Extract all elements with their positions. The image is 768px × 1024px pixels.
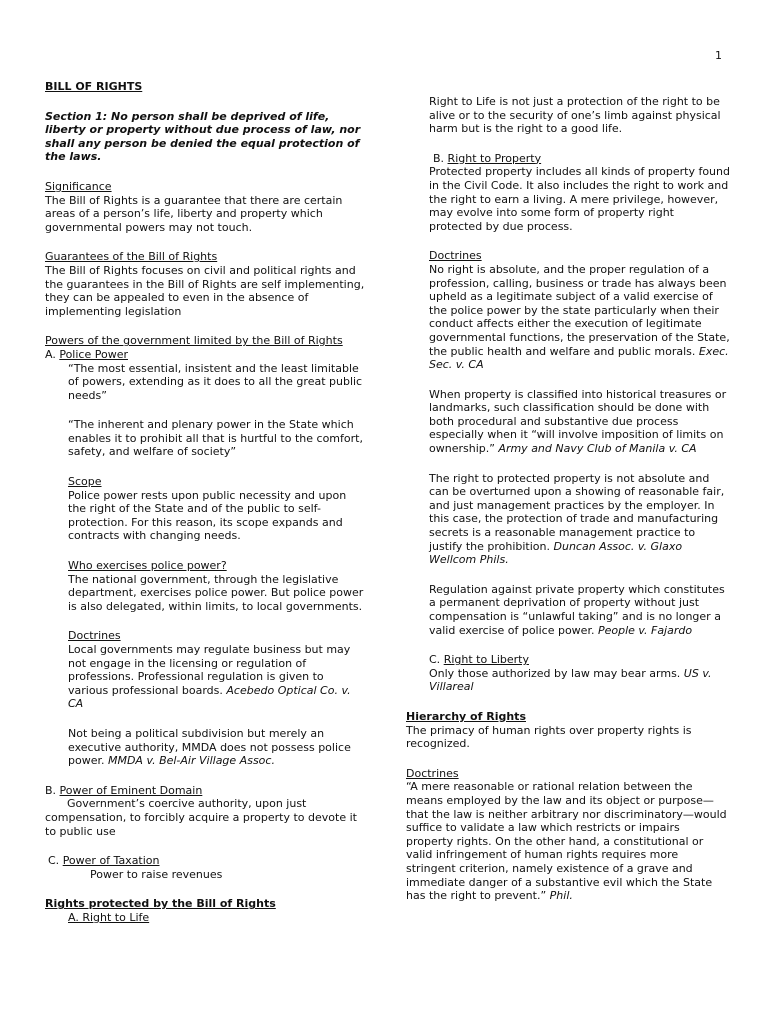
police-power-prefix: A. <box>45 347 60 361</box>
right-to-property-prefix: B. <box>433 151 448 165</box>
right-to-liberty-label: Right to Liberty <box>443 653 529 667</box>
right-to-life-heading: A. Right to Life <box>68 910 150 924</box>
taxation-prefix: C. <box>48 854 63 868</box>
property-doctrine-1-text: No right is absolute, and the proper regulation of a profession, calling, business or trade has always been upheld as a legitimate subject of a valid exercise of the police power by the state particularly when their conduct affects either the execution of legitimate governmental functions, the preservation of the State, the public health and welfare and public morals. <box>429 262 730 358</box>
doctrines-heading: Doctrines <box>68 629 121 643</box>
page-number: 1 <box>715 49 722 62</box>
powers-heading: Powers of the government limited by the Bill of Rights <box>45 334 343 348</box>
police-power-quote-2: “The inherent and plenary power in the State which enables it to prohibit all that is hurtful to the comfort, safety, and welfare of society” <box>68 418 363 459</box>
police-power-heading <box>45 348 365 362</box>
hierarchy-doctrine <box>406 780 730 902</box>
property-doctrine-1 <box>429 263 730 372</box>
right-to-property-heading <box>433 152 730 166</box>
scope-text: Police power rests upon public necessity and upon the right of the State and of the public to self-protection. For this reason, its scope expands and contracts with changing needs. <box>68 488 347 543</box>
right-to-liberty-heading <box>429 653 730 667</box>
right-to-liberty-body: Only those authorized by law may bear arms. <box>429 666 684 680</box>
significance-heading: Significance <box>45 179 112 193</box>
hierarchy-doctrine-text: “A mere reasonable or rational relation between the means employed by the law and its object or purpose—that the law is neither arbitrary nor discriminatory—would suffice to validate a law which restricts or impairs property rights. On the other hand, a constitutional or valid infringement of human rights requires more stringent criterion, namely existence of a grave and immediate danger of a substantive evil which the State has the right to prevent.” <box>406 780 727 903</box>
doctrine-1-case: Acebedo Optical Co. v. CA <box>68 683 351 711</box>
taxation-text: Power to raise revenues <box>90 867 223 881</box>
guarantees-heading: Guarantees of the Bill of Rights <box>45 250 218 264</box>
property-doctrine-4-text: Regulation against private property which constitutes a permanent deprivation of property without just compensation is “unlawful taking” and is no longer a valid exercise of police power. <box>429 582 725 637</box>
property-doctrine-4-case: People v. Fajardo <box>597 623 693 637</box>
property-doctrine-3-text: The right to protected property is not absolute and can be overturned upon a showing of reasonable fair, and just management practices by the employer. In this case, the protection of trade and manufacturing secrets is a reasonable management practice to justify the prohibition. <box>429 471 725 553</box>
who-exercises-heading: Who exercises police power? <box>68 559 227 573</box>
document-title: BILL OF RIGHTS <box>45 80 143 93</box>
hierarchy-text: The primacy of human rights over property rights is recognized. <box>406 723 692 751</box>
right-to-liberty-prefix: C. <box>429 653 444 667</box>
hierarchy-heading: Hierarchy of Rights <box>406 709 526 723</box>
eminent-domain-label: Power of Eminent Domain <box>59 783 203 797</box>
right-to-liberty-case: US v. Villareal <box>429 666 712 694</box>
right-to-liberty-text <box>429 667 730 694</box>
property-doctrine-1-case: Exec. Sec. v. CA <box>429 344 729 372</box>
eminent-domain-heading <box>45 784 365 798</box>
doctrine-2-text: Not being a political subdivision but merely an executive authority, MMDA does not possess police power. <box>68 726 351 768</box>
section-1-text: Section 1: No person shall be deprived of life, liberty or property without due process of law, nor shall any person be denied the equal protection of the laws. <box>45 109 361 164</box>
doctrine-2-case: MMDA v. Bel-Air Village Assoc. <box>107 754 275 768</box>
doctrine-1 <box>68 643 365 711</box>
eminent-domain-text: Government’s coercive authority, upon just compensation, to forcibly acquire a property to devote it to public use <box>45 797 357 838</box>
rights-protected-heading: Rights protected by the Bill of Rights <box>45 897 276 911</box>
hierarchy-doctrine-case: Phil. <box>549 889 573 903</box>
right-to-life-text: Right to Life is not just a protection of the right to be alive or to the security of one’s limb against physical harm but is the right to a good life. <box>429 95 721 136</box>
hierarchy-doctrines-heading: Doctrines <box>406 766 459 780</box>
right-column <box>406 95 730 903</box>
property-doctrines-heading: Doctrines <box>429 249 482 263</box>
right-to-property-text: Protected property includes all kinds of property found in the Civil Code. It also includes the right to work and the right to earn a living. A mere privilege, however, may evolve into some form of property right protected by due process. <box>429 165 730 233</box>
police-power-label: Police Power <box>59 347 128 361</box>
property-doctrine-3-case: Duncan Assoc. v. Glaxo Wellcom Phils. <box>429 539 683 567</box>
doctrine-1-text: Local governments may regulate business but may not engage in the licensing or regulation of professions. Professional regulation is given to various professional boards. <box>68 643 351 697</box>
police-power-quote-1: “The most essential, insistent and the least limitable of powers, extending as it does to all the great public needs” <box>68 361 363 402</box>
scope-heading: Scope <box>68 475 102 489</box>
property-doctrine-4 <box>429 583 730 637</box>
left-column <box>45 80 365 925</box>
eminent-domain-prefix: B. <box>45 783 60 797</box>
taxation-heading <box>45 854 365 868</box>
taxation-label: Power of Taxation <box>62 854 160 868</box>
guarantees-text: The Bill of Rights focuses on civil and political rights and the guarantees in the Bill of Rights are self implementing, they can be appealed to even in the absence of implementing legislation <box>45 263 365 318</box>
significance-text: The Bill of Rights is a guarantee that there are certain areas of a person’s life, liberty and property which governmental powers may not touch. <box>45 193 343 234</box>
property-doctrine-2 <box>429 388 730 456</box>
doctrine-2 <box>68 727 365 768</box>
property-doctrine-2-text: When property is classified into historical treasures or landmarks, such classification should be done with both procedural and substantive due process especially when it “will involve imposition of limits on ownership.” <box>429 387 727 456</box>
property-doctrine-2-case: Army and Navy Club of Manila v. CA <box>498 442 697 456</box>
property-doctrine-3 <box>429 472 730 567</box>
right-to-property-label: Right to Property <box>447 151 542 165</box>
who-exercises-text: The national government, through the legislative department, exercises police power. But police power is also delegated, within limits, to local governments. <box>68 572 364 613</box>
